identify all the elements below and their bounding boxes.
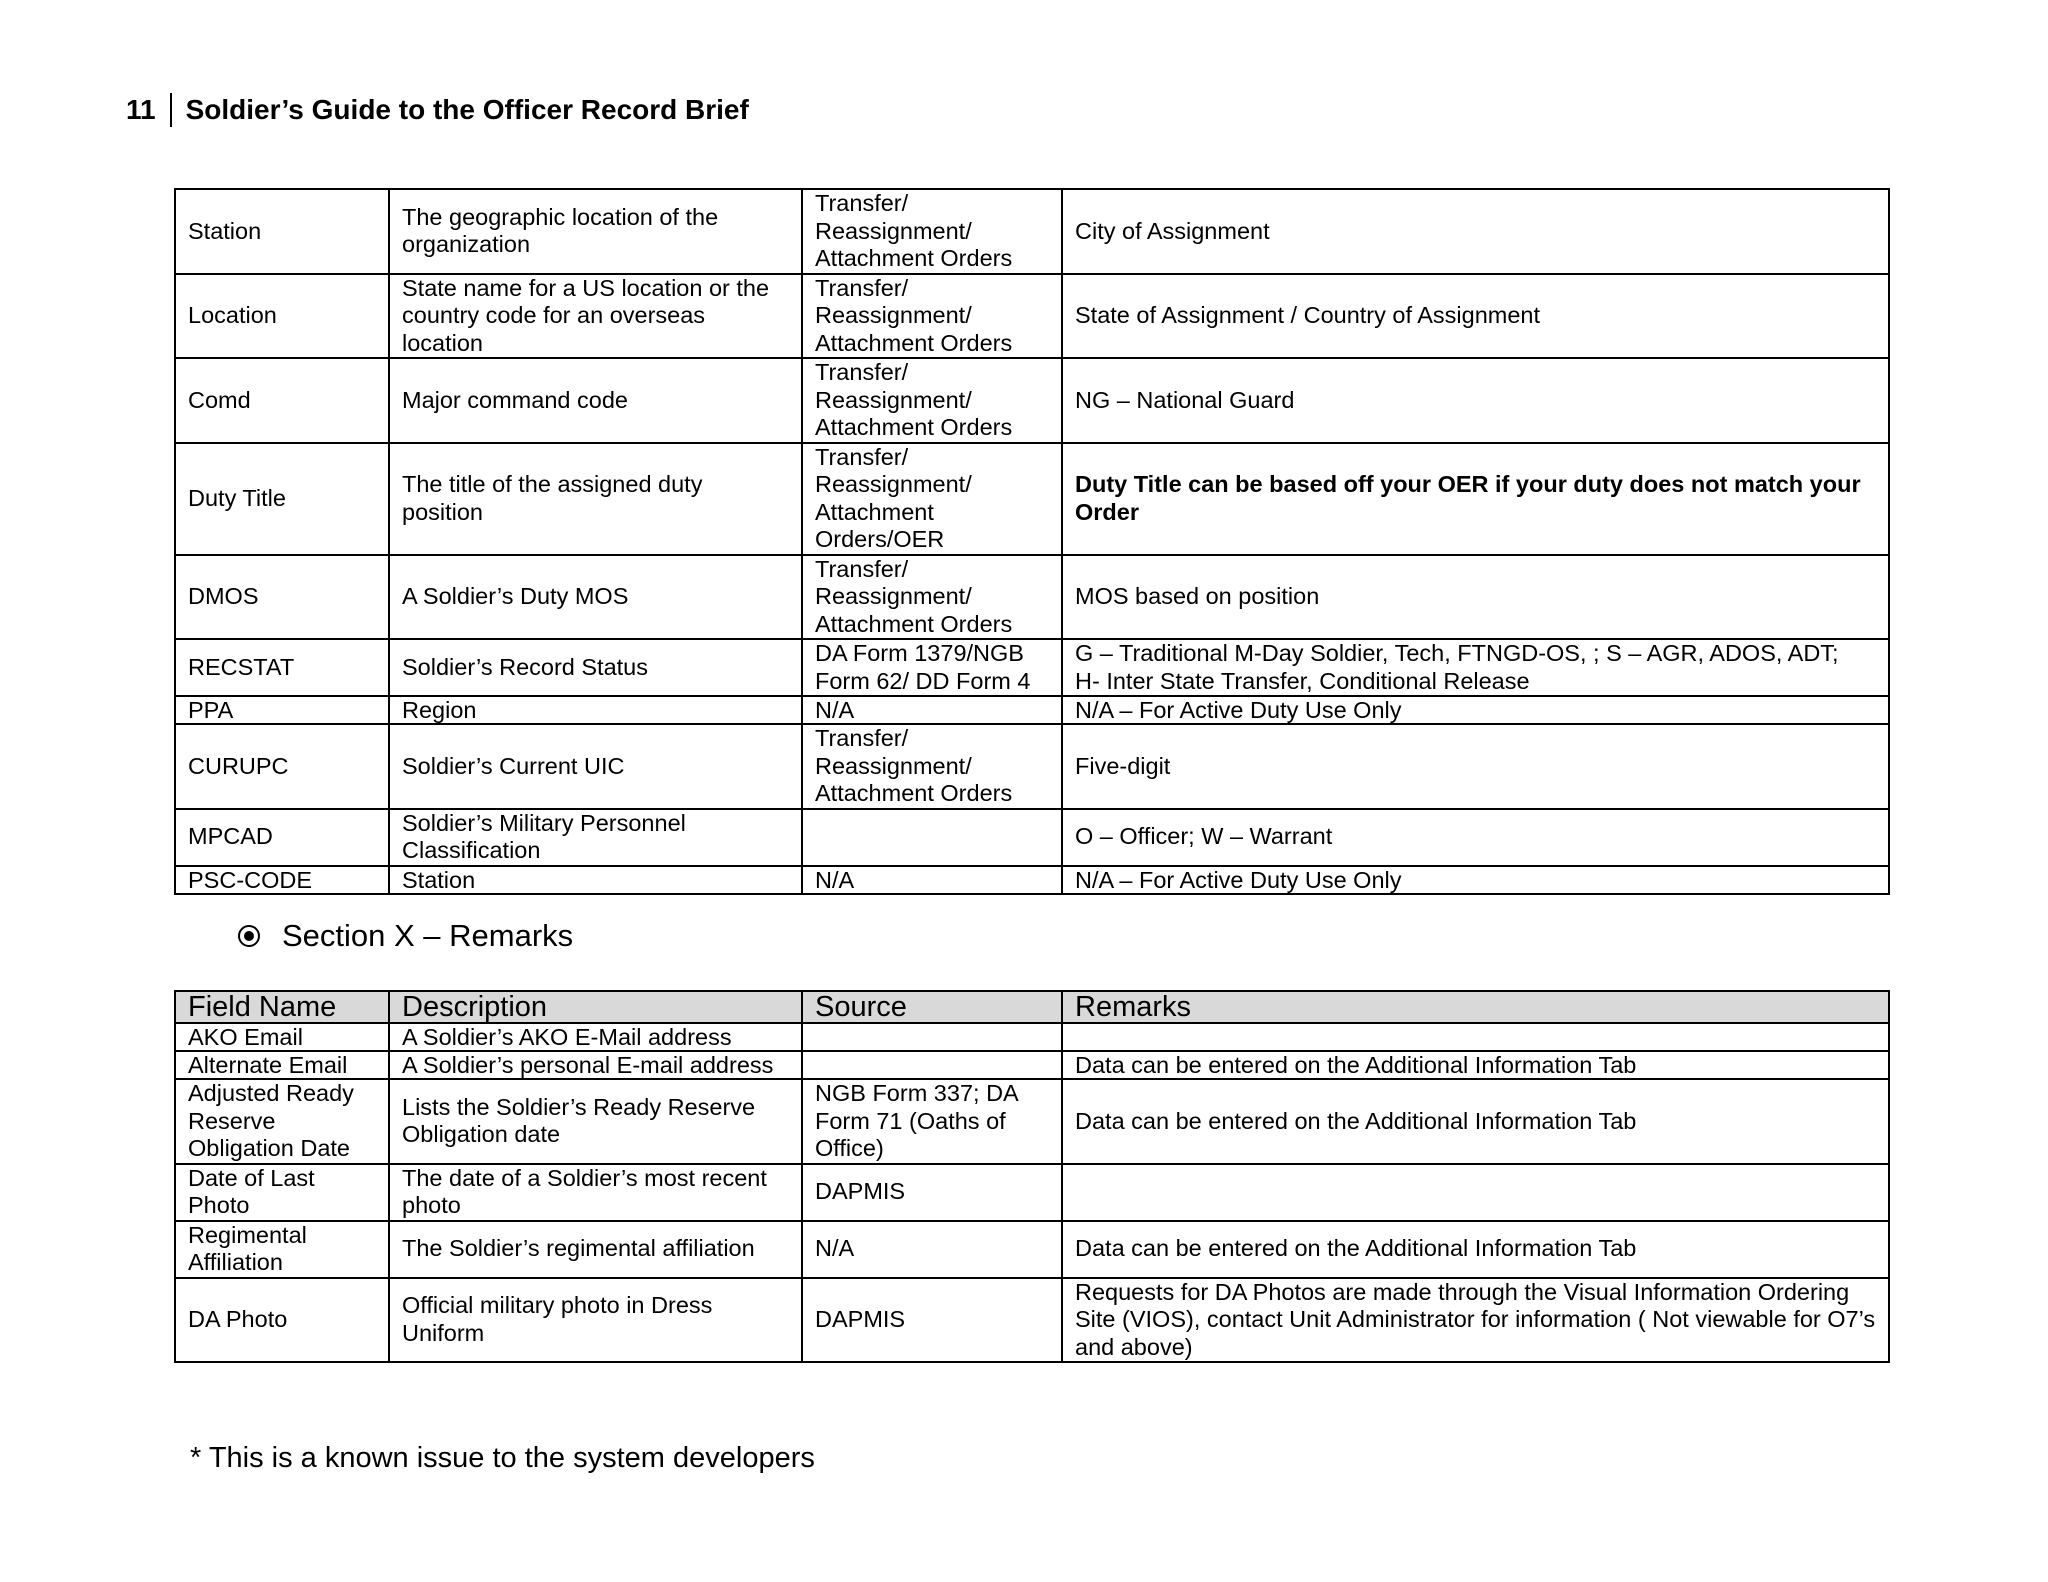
source-cell: N/A	[802, 866, 1062, 894]
field-name-cell: Regimental Affiliation	[175, 1221, 389, 1278]
table-row	[175, 1023, 1889, 1051]
remarks-cell: Duty Title can be based off your OER if your duty does not match your Order	[1062, 443, 1889, 555]
description-cell: A Soldier’s Duty MOS	[389, 555, 802, 640]
description-cell: The geographic location of the organization	[389, 189, 802, 274]
table-row	[175, 1221, 1889, 1278]
section-heading-text: Section X – Remarks	[282, 918, 574, 953]
source-cell: DAPMIS	[802, 1278, 1062, 1363]
description-cell: The date of a Soldier’s most recent photo	[389, 1164, 802, 1221]
footnote: * This is a known issue to the system developers	[190, 1442, 815, 1474]
table-row	[175, 809, 1889, 866]
remarks-cell: O – Officer; W – Warrant	[1062, 809, 1889, 866]
source-cell: N/A	[802, 696, 1062, 724]
description-cell: Major command code	[389, 358, 802, 443]
source-cell: DAPMIS	[802, 1164, 1062, 1221]
source-cell: DA Form 1379/NGB Form 62/ DD Form 4	[802, 639, 1062, 696]
source-cell: NGB Form 337; DA Form 71 (Oaths of Office)	[802, 1079, 1062, 1164]
field-name-cell: MPCAD	[175, 809, 389, 866]
field-name-cell: Alternate Email	[175, 1051, 389, 1079]
source-cell: Transfer/ Reassignment/ Attachment Orders/OER	[802, 443, 1062, 555]
table-row	[175, 866, 1889, 894]
table-row	[175, 1164, 1889, 1221]
page-header	[126, 92, 749, 128]
field-name-cell: DMOS	[175, 555, 389, 640]
source-cell: Transfer/ Reassignment/ Attachment Orders	[802, 358, 1062, 443]
table-row	[175, 358, 1889, 443]
remarks-cell: NG – National Guard	[1062, 358, 1889, 443]
field-table-continued	[174, 188, 1890, 895]
field-name-cell: DA Photo	[175, 1278, 389, 1363]
table-row	[175, 443, 1889, 555]
source-cell: Transfer/ Reassignment/ Attachment Orders	[802, 189, 1062, 274]
description-cell: Station	[389, 866, 802, 894]
source-cell: Transfer/ Reassignment/ Attachment Orders	[802, 555, 1062, 640]
field-name-cell: Station	[175, 189, 389, 274]
field-name-cell: AKO Email	[175, 1023, 389, 1051]
description-cell: Region	[389, 696, 802, 724]
remarks-cell: Data can be entered on the Additional Information Tab	[1062, 1079, 1889, 1164]
description-cell: Lists the Soldier’s Ready Reserve Obligation date	[389, 1079, 802, 1164]
remarks-cell	[1062, 1023, 1889, 1051]
radio-bullet-icon	[238, 925, 260, 947]
remarks-cell: N/A – For Active Duty Use Only	[1062, 696, 1889, 724]
source-cell: N/A	[802, 1221, 1062, 1278]
description-cell: A Soldier’s personal E-mail address	[389, 1051, 802, 1079]
field-name-cell: Location	[175, 274, 389, 359]
remarks-cell: Requests for DA Photos are made through the Visual Information Ordering Site (VIOS), contact Unit Administrator for information ( Not viewable for O7’s and above)	[1062, 1278, 1889, 1363]
table-row	[175, 555, 1889, 640]
remarks-cell: City of Assignment	[1062, 189, 1889, 274]
table-header-row	[175, 991, 1889, 1023]
column-header: Source	[802, 991, 1062, 1023]
field-name-cell: Duty Title	[175, 443, 389, 555]
source-cell	[802, 1023, 1062, 1051]
table-row	[175, 189, 1889, 274]
column-header: Description	[389, 991, 802, 1023]
remarks-cell: N/A – For Active Duty Use Only	[1062, 866, 1889, 894]
remarks-cell: Five-digit	[1062, 724, 1889, 809]
description-cell: Soldier’s Military Personnel Classification	[389, 809, 802, 866]
table-row	[175, 639, 1889, 696]
description-cell: The Soldier’s regimental affiliation	[389, 1221, 802, 1278]
column-header: Remarks	[1062, 991, 1889, 1023]
source-cell: Transfer/ Reassignment/ Attachment Orders	[802, 724, 1062, 809]
field-name-cell: Date of Last Photo	[175, 1164, 389, 1221]
remarks-table	[174, 990, 1890, 1363]
table-row	[175, 1079, 1889, 1164]
page-number: 11	[126, 93, 172, 127]
field-name-cell: CURUPC	[175, 724, 389, 809]
table-row	[175, 724, 1889, 809]
description-cell: Soldier’s Current UIC	[389, 724, 802, 809]
field-name-cell: RECSTAT	[175, 639, 389, 696]
field-name-cell: Comd	[175, 358, 389, 443]
description-cell: The title of the assigned duty position	[389, 443, 802, 555]
remarks-cell: Data can be entered on the Additional Information Tab	[1062, 1051, 1889, 1079]
section-heading	[238, 916, 573, 956]
source-cell: Transfer/ Reassignment/ Attachment Orders	[802, 274, 1062, 359]
remarks-cell: MOS based on position	[1062, 555, 1889, 640]
remarks-cell: Data can be entered on the Additional Information Tab	[1062, 1221, 1889, 1278]
remarks-cell: G – Traditional M-Day Soldier, Tech, FTNGD-OS, ; S – AGR, ADOS, ADT; H- Inter State Transfer, Conditional Release	[1062, 639, 1889, 696]
remarks-cell: State of Assignment / Country of Assignment	[1062, 274, 1889, 359]
column-header: Field Name	[175, 991, 389, 1023]
description-cell: State name for a US location or the country code for an overseas location	[389, 274, 802, 359]
page-title: Soldier’s Guide to the Officer Record Brief	[185, 94, 749, 125]
remarks-cell	[1062, 1164, 1889, 1221]
table-row	[175, 274, 1889, 359]
description-cell: Official military photo in Dress Uniform	[389, 1278, 802, 1363]
table-row	[175, 1278, 1889, 1363]
field-name-cell: PPA	[175, 696, 389, 724]
description-cell: A Soldier’s AKO E-Mail address	[389, 1023, 802, 1051]
source-cell	[802, 809, 1062, 866]
table-row	[175, 1051, 1889, 1079]
source-cell	[802, 1051, 1062, 1079]
description-cell: Soldier’s Record Status	[389, 639, 802, 696]
field-name-cell: PSC-CODE	[175, 866, 389, 894]
field-name-cell: Adjusted Ready Reserve Obligation Date	[175, 1079, 389, 1164]
table-row	[175, 696, 1889, 724]
